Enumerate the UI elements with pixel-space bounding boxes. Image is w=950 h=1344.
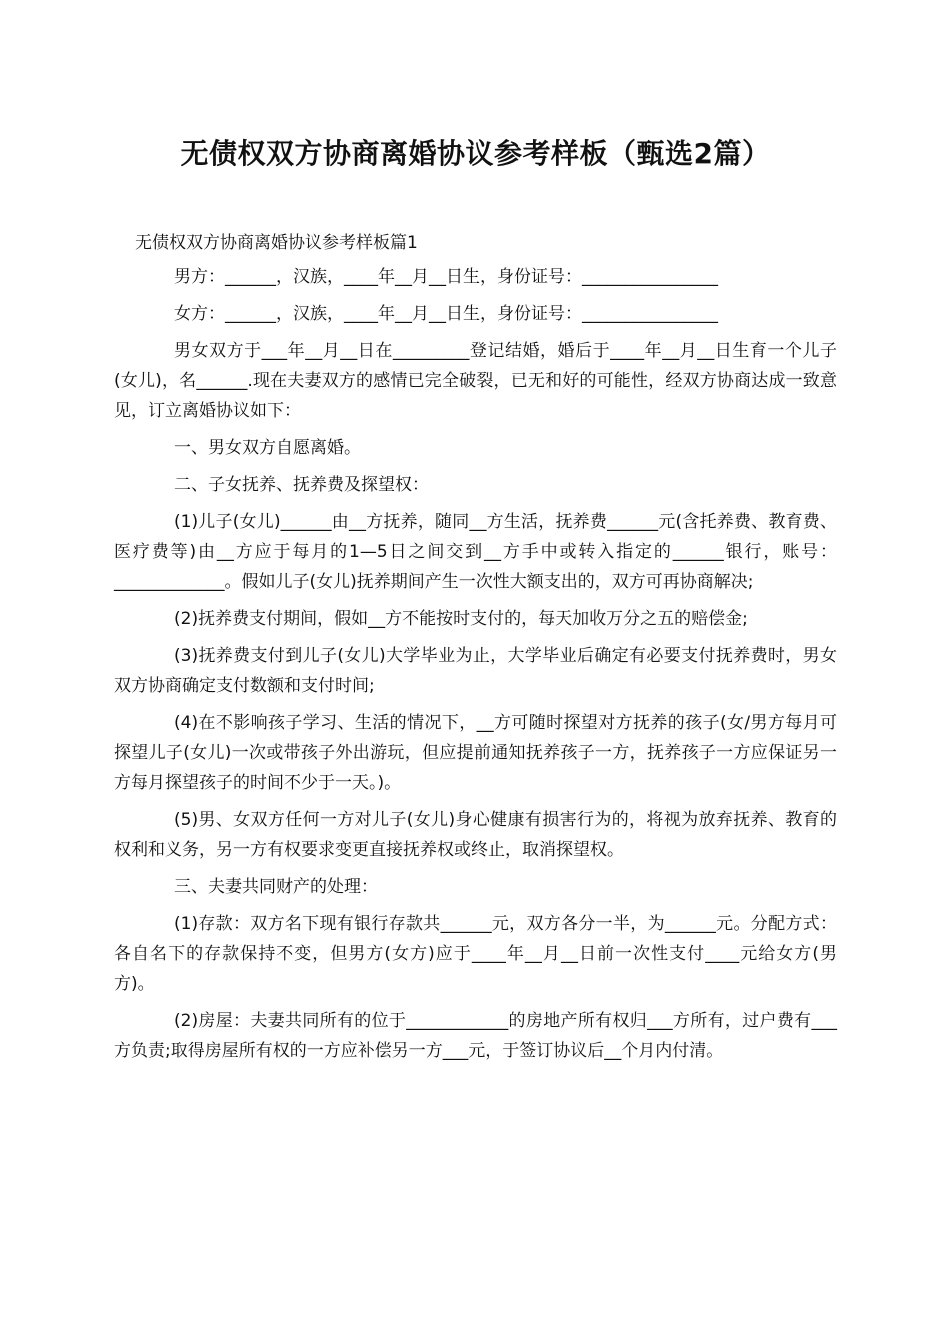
paragraph-clause-3-heading: 三、夫妻共同财产的处理：	[174, 877, 378, 897]
paragraph-marriage-background: 男女双方于___年__月__日在_________登记结婚，婚后于____年__月__日生育一个儿子(女儿)，名______.现在夫妻双方的感情已完全破裂，已无和好的可能性，经双方协商达成一致意见，订立离婚协议如下：	[114, 341, 837, 421]
paragraph-clause-1: 一、男女双方自愿离婚。	[174, 438, 361, 458]
section-title: 无债权双方协商离婚协议参考样板篇1	[135, 233, 418, 253]
paragraph-clause-2-item-4: (4)在不影响孩子学习、生活的情况下，__方可随时探望对方抚养的孩子(女/男方每月可探望儿子(女儿)一次或带孩子外出游玩，但应提前通知抚养孩子一方，抚养孩子一方应保证另一方每月探望孩子的时间不少于一天。)。	[114, 713, 837, 793]
paragraph-clause-2-item-1: (1)儿子(女儿)______由__方抚养，随同__方生活，抚养费______元(含托养费、教育费、医疗费等)由__方应于每月的1—5日之间交到__方手中或转入指定的______银行，账号：_____________。假如儿子(女儿)抚养期间产生一次性大额支出的，双方可再协商解决;	[114, 512, 837, 592]
document-title: 无债权双方协商离婚协议参考样板（甄选2篇）	[180, 137, 771, 170]
paragraph-clause-3-item-2: (2)房屋：夫妻共同所有的位于____________的房地产所有权归___方所有，过户费有___方负责;取得房屋所有权的一方应补偿另一方___元，于签订协议后__个月内付清。	[114, 1011, 837, 1061]
paragraph-clause-3-item-1: (1)存款：双方名下现有银行存款共______元，双方各分一半，为______元。分配方式：各自名下的存款保持不变，但男方(女方)应于____年__月__日前一次性支付____元给女方(男方)。	[114, 914, 837, 994]
paragraph-clause-2-item-5: (5)男、女双方任何一方对儿子(女儿)身心健康有损害行为的，将视为放弃抚养、教育的权利和义务，另一方有权要求变更直接抚养权或终止，取消探望权。	[114, 810, 837, 860]
paragraph-female-party: 女方：______，汉族，____年__月__日生，身份证号：________________	[174, 304, 718, 324]
paragraph-clause-2-item-2: (2)抚养费支付期间，假如__方不能按时支付的，每天加收万分之五的赔偿金;	[174, 609, 748, 629]
paragraph-clause-2-heading: 二、子女抚养、抚养费及探望权：	[174, 475, 429, 495]
paragraph-clause-2-item-3: (3)抚养费支付到儿子(女儿)大学毕业为止，大学毕业后确定有必要支付抚养费时，男女双方协商确定支付数额和支付时间;	[114, 646, 837, 696]
paragraph-male-party: 男方：______，汉族，____年__月__日生，身份证号：________________	[174, 267, 718, 287]
